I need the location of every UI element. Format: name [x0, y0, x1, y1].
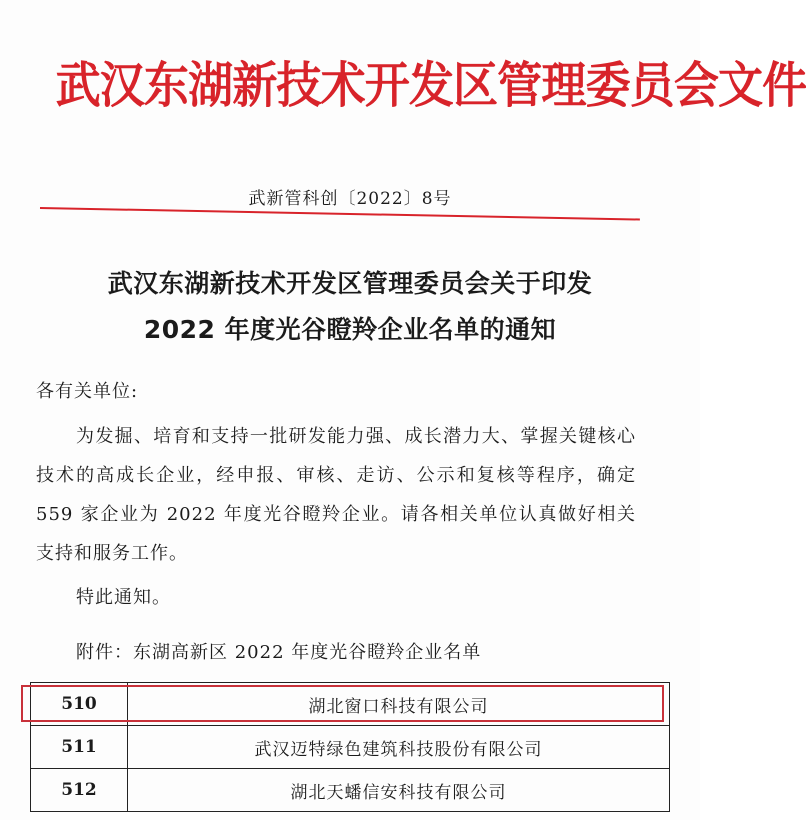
highlight-box [21, 685, 664, 722]
document-number: 武新管科创〔2022〕8号 [248, 189, 452, 209]
table-row [31, 769, 670, 812]
issuing-authority-header: 武汉东湖新技术开发区管理委员会文件 [55, 57, 806, 114]
closing-notice: 特此通知。 [76, 587, 171, 608]
row-number: 512 [31, 769, 128, 812]
company-name: 湖北天蟠信安科技有限公司 [128, 769, 670, 812]
company-name: 武汉迈特绿色建筑科技股份有限公司 [128, 726, 670, 769]
red-divider-line [40, 207, 640, 221]
notice-title-line-2: 2022 年度光谷瞪羚企业名单的通知 [143, 315, 557, 344]
company-name: 湖北窗口科技有限公司 [128, 683, 670, 726]
row-number: 511 [31, 726, 128, 769]
notice-title-line-1: 武汉东湖新技术开发区管理委员会关于印发 [107, 269, 593, 298]
row-number: 510 [31, 683, 128, 726]
body-paragraph: 为发掘、培育和支持一批研发能力强、成长潜力大、掌握关键核心技术的高成长企业，经申报、审核、走访、公示和复核等程序，确定 559 家企业为 2022 年度光谷瞪羚企业。请各相关单位认真做好相关支持和服务工作。 [36, 426, 636, 564]
attachment-line: 附件：东湖高新区 2022 年度光谷瞪羚企业名单 [76, 642, 482, 663]
salutation: 各有关单位: [36, 381, 139, 402]
table-row [31, 726, 670, 769]
